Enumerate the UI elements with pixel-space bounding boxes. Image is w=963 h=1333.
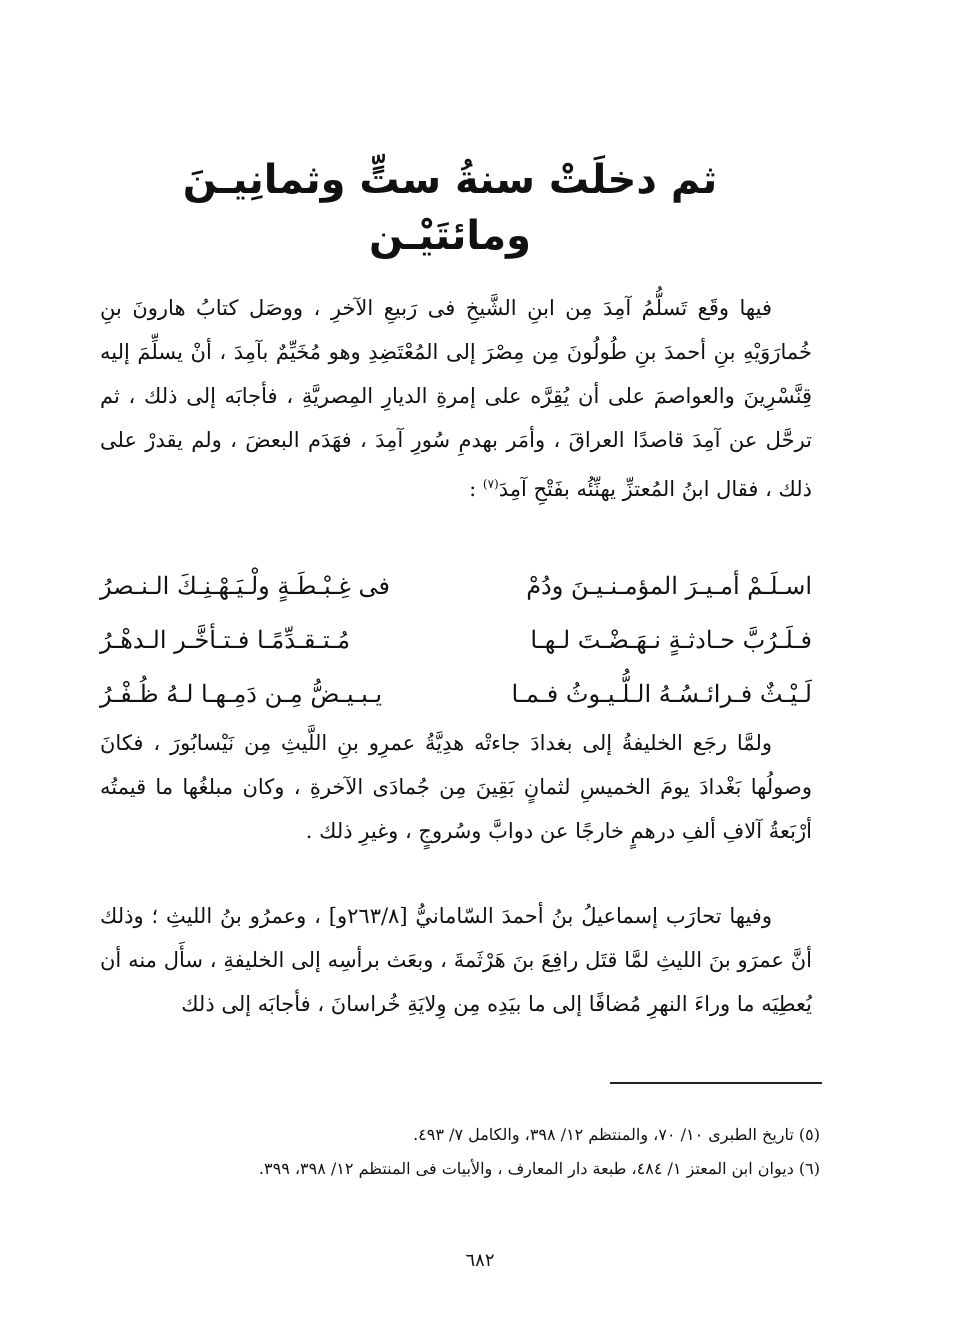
poem-verse-second-hemistich: مُـتـقـدِّمًـا فـتـأخَّـر الـدهْـرُ — [100, 626, 351, 654]
paragraph-3 — [100, 894, 812, 1026]
paragraph-2-text: ولمَّا رجَع الخليفةُ إلى بغدادَ جاءتْه هدِيَّةُ عمرِو بنِ اللَّيثِ مِن نَيْسابُورَ ، فكانَ وصولُها بَغْدادَ يومَ الخميسِ لثمانٍ بَقِينَ مِن جُمادَى الآخرةِ ، وكان مبلغُها ما قيمتُه أرْبَعةُ آلافِ ألفِ درهمٍ خارجًا عن دوابَّ وسُروجٍ ، وغيرِ ذلك . — [100, 731, 812, 843]
footnote-separator — [610, 1082, 822, 1084]
page-number: ٦٨٢ — [465, 1250, 495, 1271]
footnote-item: (٦) ديوان ابن المعتز ١/ ٤٨٤، طبعة دار المعارف ، والأبيات فى المنتظم ١٢/ ٣٩٨، ٣٩٩. — [258, 1159, 820, 1178]
paragraph-1-text — [100, 286, 812, 511]
poem — [100, 560, 812, 722]
footnotes — [100, 1118, 820, 1186]
chapter-heading: ثم دخلَتْ سنةُ ستٍّ وثمانِيـنَ ومائتَيْـن — [182, 157, 718, 259]
poem-verse-first-hemistich: لَـيْـثٌ فـرائـسُـهُ الـلُّـيـوثُ فـمـا — [511, 680, 812, 708]
poem-verse-first-hemistich: اسـلَـمْ أمـيـرَ المؤمـنـيـنَ ودُمْ — [526, 572, 812, 600]
paragraph-1-ending: : — [469, 477, 483, 501]
poem-verse — [100, 560, 812, 614]
footnote-reference: (٧) — [482, 477, 499, 491]
poem-verse — [100, 668, 812, 722]
paragraph-3-text: وفيها تحارَب إسماعيلُ بنُ أحمدَ السّامانيُّ [٢٦٣/٨و] ، وعمرُو بنُ الليثِ ؛ وذلك أنَّ عمرَو بنَ الليثِ لمَّا قتَل رافِعَ بنَ هَرْثَمةَ ، وبعَث برأسِه إلى الخليفةِ ، سأَل منه أن يُعطِيَه ما وراءَ النهرِ مُضافًا إلى ما بيَدِه مِن وِلايَةِ خُراسانَ ، فأجابَه إلى ذلك — [100, 904, 812, 1016]
paragraph-1-body: فيها وقَع تَسلُّمُ آمِدَ مِن ابنِ الشَّيخِ فى رَبيعِ الآخرِ ، ووصَل كتابُ هارونَ بنِ خُمارَوَيْهِ بنِ أحمدَ بنِ طُولُونَ مِن مِصْرَ إلى المُعْتَضِدِ وهو مُخَيِّمٌ بآمِدَ ، أنْ يسلِّمَ إليه قِنَّسْرِينَ والعواصمَ على أن يُقِرَّه على إمرةِ الديارِ المِصريَّةِ ، فأجابَه إلى ذلك ، ثم ترحَّل عن آمِدَ قاصدًا العراقَ ، وأمَر بهدمِ سُورِ آمِدَ ، فهَدَم البعضَ ، ولم يقدرْ على ذلك ، فقال ابنُ المُعتزِّ يهنِّئُه بفَتْحِ آمِدَ — [100, 296, 812, 501]
paragraph-2 — [100, 721, 812, 853]
poem-verse-first-hemistich: فـلَـرُبَّ حـادثـةٍ نـهَـضْـتَ لـهـا — [530, 626, 812, 654]
poem-verse — [100, 614, 812, 668]
poem-verse-second-hemistich: يـبـيـضُّ مِـن دَمِـهـا لـهُ ظُـفْـرُ — [100, 680, 383, 708]
footnote-item: (٥) تاريخ الطبرى ١٠/ ٧٠، والمنتظم ١٢/ ٣٩٨، والكامل ٧/ ٤٩٣. — [413, 1125, 820, 1144]
poem-verse-second-hemistich: فى غِـبْـطَـةٍ ولْـيَـهْـنِـكَ الـنـصرُ — [100, 572, 390, 600]
paragraph-1 — [100, 286, 812, 511]
